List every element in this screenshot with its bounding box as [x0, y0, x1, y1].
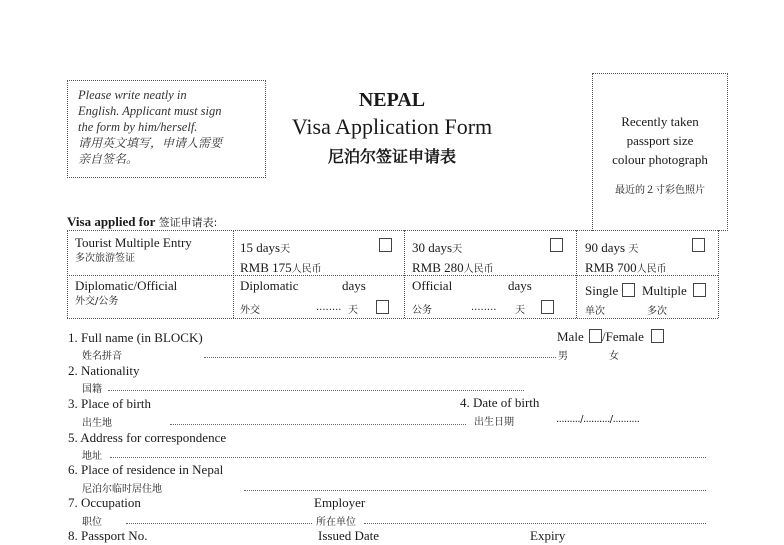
official-days-label: days — [508, 278, 532, 293]
multiple-label-cn: 多次 — [647, 306, 667, 317]
place-of-birth-label-cn: 出生地 — [82, 418, 112, 429]
photo-box[interactable] — [592, 73, 728, 231]
price-label-cn: 人民币 — [291, 264, 322, 275]
days-label: 90 days — [585, 240, 626, 255]
table-border-left — [67, 230, 68, 318]
full-name-label: 1. Full name (in BLOCK) — [68, 330, 203, 345]
form-title-cn: 尼泊尔签证申请表 — [327, 147, 456, 166]
price-label-cn: 人民币 — [636, 264, 667, 275]
diplomatic-days-label: days — [342, 278, 366, 293]
diplomatic-official-label: Diplomatic/Official — [75, 278, 178, 293]
passport-no-label: 8. Passport No. — [68, 528, 148, 543]
days-label: 15 days — [240, 240, 281, 255]
address-field[interactable] — [110, 457, 706, 458]
place-of-birth-field[interactable] — [170, 424, 466, 425]
checkbox-15-days[interactable] — [379, 238, 392, 252]
employer-label: Employer — [314, 495, 366, 510]
days-label-cn: 天 — [280, 244, 291, 255]
nationality-field[interactable] — [108, 390, 524, 391]
nationality-label-cn: 国籍 — [82, 384, 102, 395]
photo-label: Recently taken — [621, 114, 699, 129]
female-label: /Female — [602, 329, 644, 344]
nationality-label: 2. Nationality — [68, 363, 140, 378]
single-label: Single — [585, 283, 619, 298]
checkbox-female[interactable] — [651, 329, 664, 343]
option-90-days — [585, 240, 667, 278]
country-title: NEPAL — [358, 89, 426, 111]
male-label: Male — [557, 329, 584, 344]
address-label: 5. Address for correspondence — [68, 430, 227, 445]
table-border-right — [718, 230, 719, 318]
official-label-cn: 公务 — [412, 305, 432, 316]
note-line: English. Applicant must sign — [78, 104, 222, 118]
days-label-cn: 天 — [628, 244, 639, 255]
price-label: RMB 280 — [412, 260, 464, 275]
days-label-cn: 天 — [452, 244, 463, 255]
single-label-cn: 单次 — [585, 306, 605, 317]
full-name-label-cn: 姓名拼音 — [82, 351, 122, 362]
diplomatic-label-cn: 外交 — [240, 305, 260, 316]
tourist-label-cn: 多次旅游签证 — [75, 253, 135, 264]
female-label-cn: 女 — [609, 351, 619, 362]
official-tian: 天 — [515, 305, 525, 316]
note-line-cn: 亲自签名。 — [78, 152, 139, 166]
form-title: Visa Application Form — [291, 114, 493, 139]
checkbox-diplomatic[interactable] — [376, 300, 389, 314]
date-of-birth-label: 4. Date of birth — [460, 395, 540, 410]
note-line: Please write neatly in — [78, 88, 187, 102]
full-name-field[interactable] — [204, 357, 556, 358]
occupation-label-cn: 职位 — [82, 517, 102, 528]
price-label: RMB 700 — [585, 260, 637, 275]
checkbox-male[interactable] — [589, 329, 602, 343]
visa-heading: Visa applied for — [67, 214, 156, 229]
date-of-birth-field[interactable]: ........./........../.......... — [556, 414, 640, 425]
diplomatic-official-cell — [75, 278, 177, 310]
option-30-days — [412, 240, 494, 278]
employer-field[interactable] — [364, 523, 706, 524]
checkbox-90-days[interactable] — [692, 238, 705, 252]
employer-label-cn: 所在单位 — [316, 517, 356, 528]
multiple-label: Multiple — [642, 283, 687, 298]
date-of-birth-label-cn: 出生日期 — [474, 417, 514, 428]
diplomatic-days-input[interactable]: ........ — [316, 302, 342, 313]
expiry-label: Expiry — [530, 528, 566, 543]
diplomatic-label: Diplomatic — [240, 278, 299, 293]
days-label: 30 days — [412, 240, 453, 255]
tourist-label: Tourist Multiple Entry — [75, 235, 192, 250]
photo-label: passport size — [626, 133, 694, 148]
checkbox-multiple[interactable] — [693, 283, 706, 297]
photo-label: colour photograph — [612, 152, 708, 167]
visa-heading-cn: 签证申请表: — [158, 216, 218, 229]
photo-label-cn: 最近的２寸彩色照片 — [615, 185, 705, 196]
address-label-cn: 地址 — [82, 451, 102, 462]
residence-label: 6. Place of residence in Nepal — [68, 462, 224, 477]
occupation-field[interactable] — [126, 523, 312, 524]
option-15-days — [240, 240, 322, 278]
residence-label-cn: 尼泊尔临时居住地 — [82, 484, 162, 495]
official-days-input[interactable]: ........ — [471, 302, 497, 313]
issued-date-label: Issued Date — [318, 528, 380, 543]
checkbox-single[interactable] — [622, 283, 635, 297]
place-of-birth-label: 3. Place of birth — [68, 396, 152, 411]
official-label: Official — [412, 278, 453, 293]
table-border-bottom — [67, 318, 718, 319]
residence-field[interactable] — [244, 490, 706, 491]
table-divider — [404, 230, 405, 318]
checkbox-30-days[interactable] — [550, 238, 563, 252]
diplomatic-tian: 天 — [348, 305, 358, 316]
table-divider — [233, 230, 234, 318]
table-border-top — [67, 230, 718, 231]
price-label-cn: 人民币 — [463, 264, 494, 275]
visa-section-title — [67, 214, 217, 230]
diplomatic-official-label-cn: 外交/公务 — [75, 296, 119, 307]
table-divider — [576, 230, 577, 318]
note-line-cn: 请用英文填写，申请人需要 — [78, 136, 223, 150]
male-label-cn: 男 — [558, 351, 568, 362]
checkbox-official[interactable] — [541, 300, 554, 314]
occupation-label: 7. Occupation — [68, 495, 141, 510]
note-line: the form by him/herself. — [78, 120, 198, 134]
tourist-cell — [75, 235, 192, 267]
price-label: RMB 175 — [240, 260, 292, 275]
